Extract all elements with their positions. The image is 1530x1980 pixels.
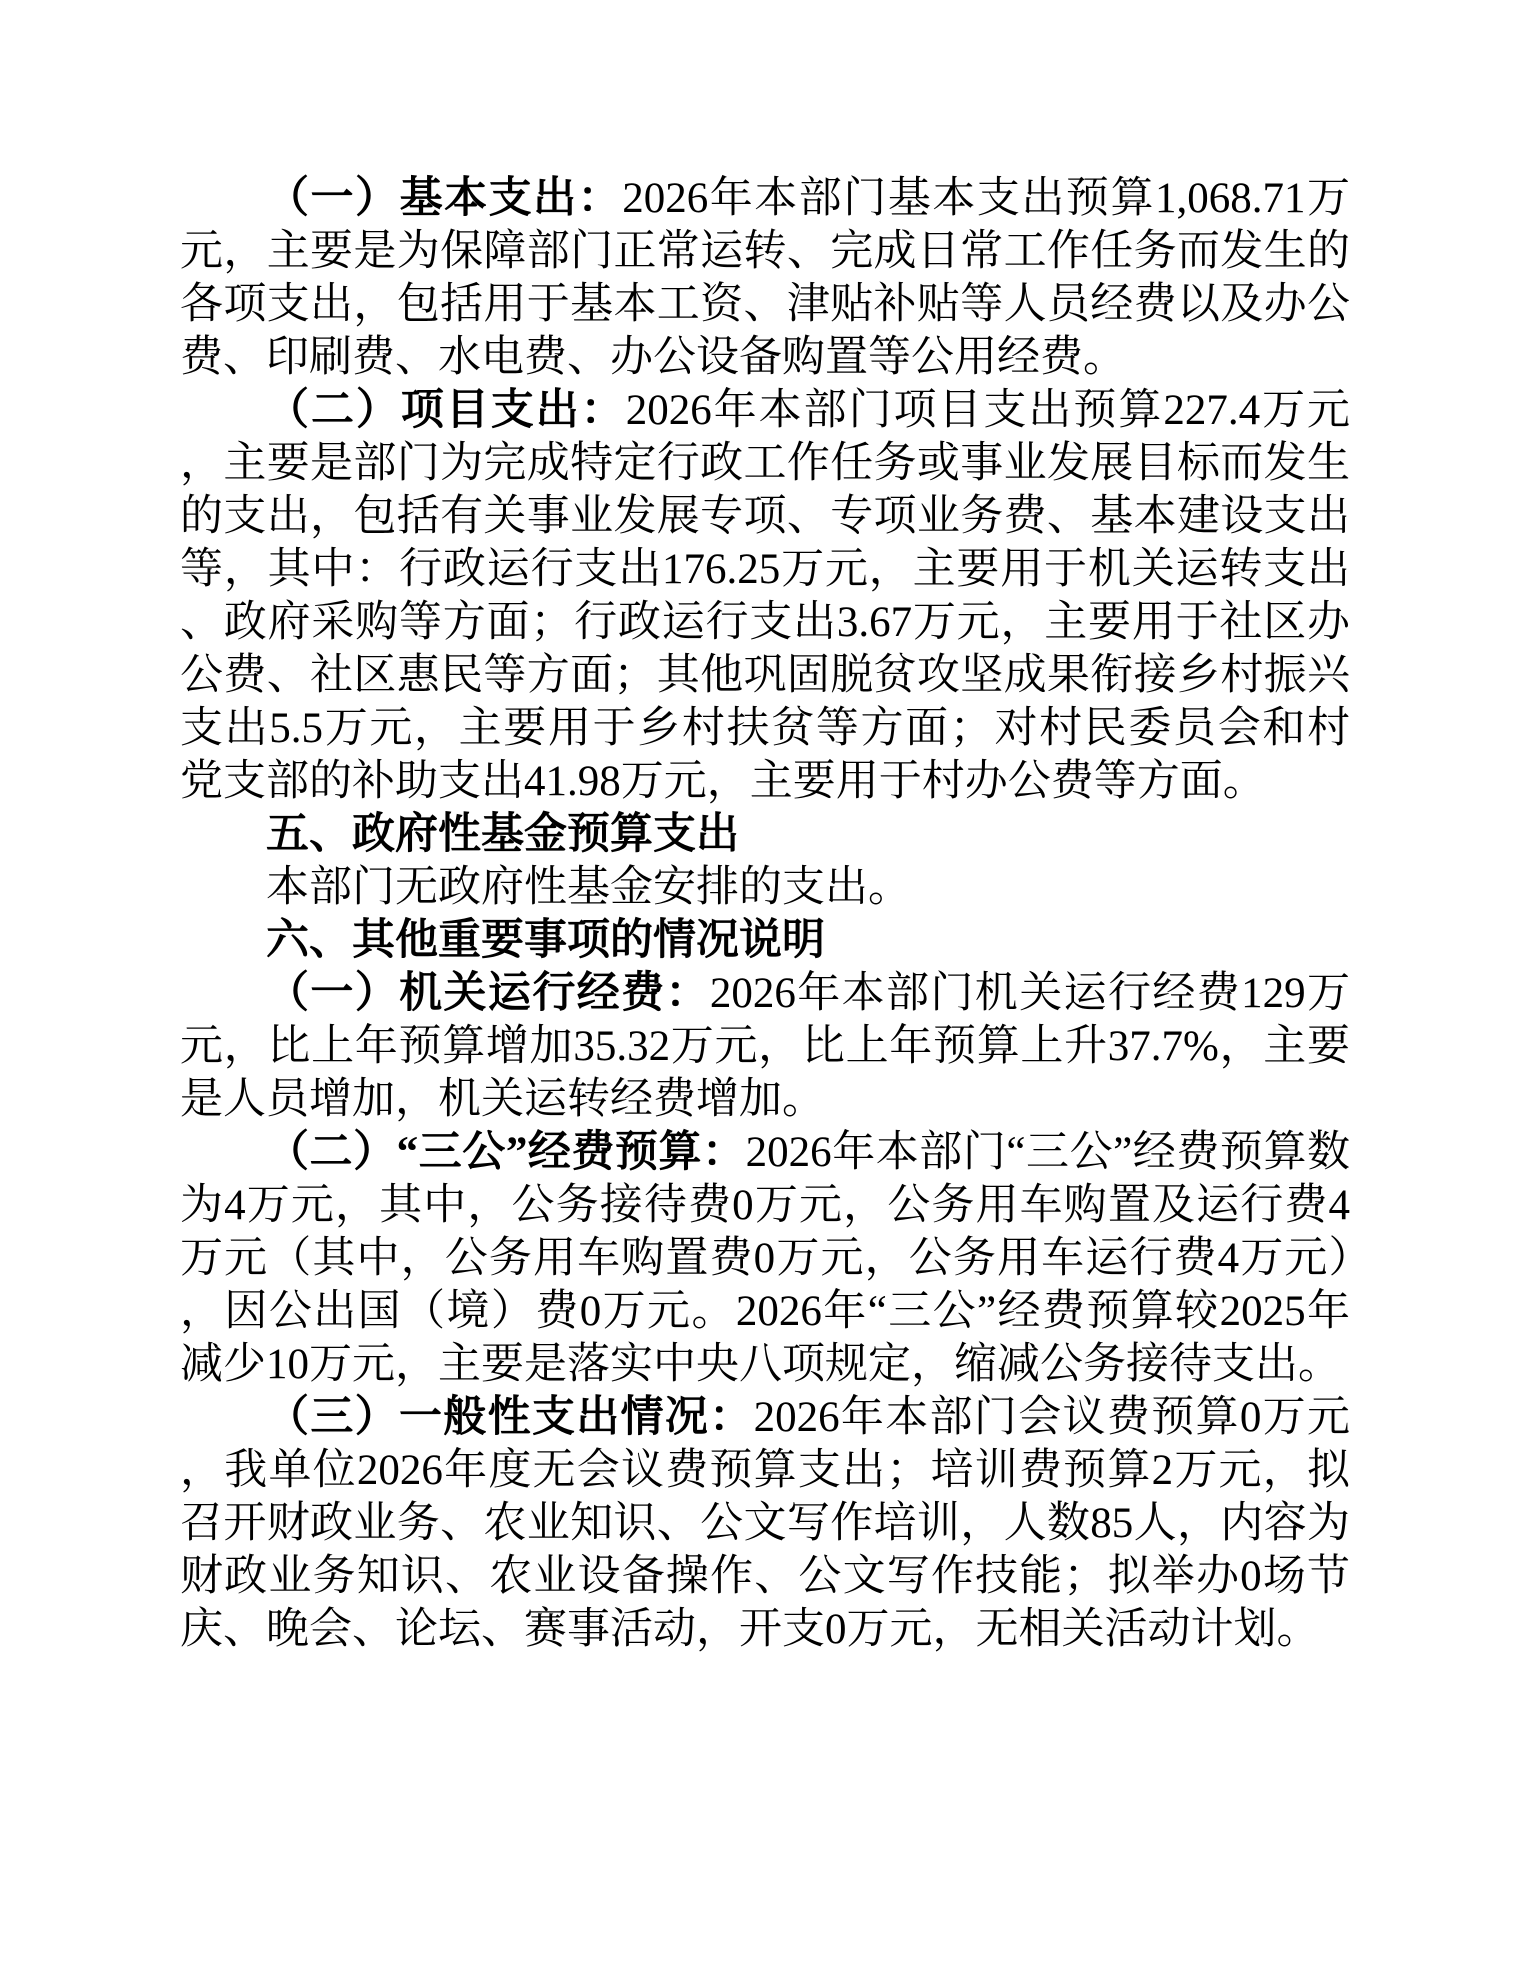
text-run: 2026年本部门机关运行经费129万元，比上年预算增加35.32万元，比上年预算上升37.7%，主要是人员增加，机关运转经费增加。	[180, 970, 1351, 1123]
text-run: 本部门无政府性基金安排的支出。	[266, 864, 911, 911]
text-run: 2026年本部门基本支出预算1,068.71万元，主要是为保障部门正常运转、完成日常工作任务而发生的各项支出，包括用于基本工资、津贴补贴等人员经费以及办公费、印刷费、水电费、办公设备购置等公用经费。	[180, 175, 1351, 381]
para-general-expenditure	[180, 1391, 1350, 1656]
text-run: 2026年本部门会议费预算0万元，我单位2026年度无会议费预算支出；培训费预算2万元，拟召开财政业务、农业知识、公文写作培训，人数85人，内容为财政业务知识、农业设备操作、公文写作技能；拟举办0场节庆、晚会、论坛、赛事活动，开支0万元，无相关活动计划。	[180, 1394, 1351, 1653]
bold-run: （三）一般性支出情况：	[266, 1394, 754, 1441]
heading-section-6	[180, 914, 1350, 967]
text-run: 2026年本部门“三公”经费预算数为4万元，其中，公务接待费0万元，公务用车购置及运行费4万元（其中，公务用车购置费0万元，公务用车运行费4万元），因公出国（境）费0万元。2026年“三公”经费预算较2025年减少10万元，主要是落实中央八项规定，缩减公务接待支出。	[180, 1129, 1351, 1388]
bold-run: （一）机关运行经费：	[266, 970, 710, 1017]
heading-section-5	[180, 808, 1350, 861]
bold-run: 五、政府性基金预算支出	[266, 811, 739, 858]
para-project-expenditure	[180, 384, 1350, 808]
bold-run: （二）项目支出：	[266, 387, 626, 434]
para-basic-expenditure	[180, 172, 1350, 384]
para-three-public-budget	[180, 1126, 1350, 1391]
para-operating-expense	[180, 967, 1350, 1126]
text-run: 2026年本部门项目支出预算227.4万元，主要是部门为完成特定行政工作任务或事业发展目标而发生的支出，包括有关事业发展专项、专项业务费、基本建设支出等，其中：行政运行支出176.25万元，主要用于机关运转支出、政府采购等方面；行政运行支出3.67万元，主要用于社区办公费、社区惠民等方面；其他巩固脱贫攻坚成果衔接乡村振兴支出5.5万元，主要用于乡村扶贫等方面；对村民委员会和村党支部的补助支出41.98万元，主要用于村办公费等方面。	[180, 387, 1351, 805]
document-body	[180, 172, 1350, 1656]
bold-run: （一）基本支出：	[266, 175, 623, 222]
para-government-fund	[180, 861, 1350, 914]
bold-run: 六、其他重要事项的情况说明	[266, 917, 825, 964]
bold-run: （二）“三公”经费预算：	[266, 1129, 746, 1176]
